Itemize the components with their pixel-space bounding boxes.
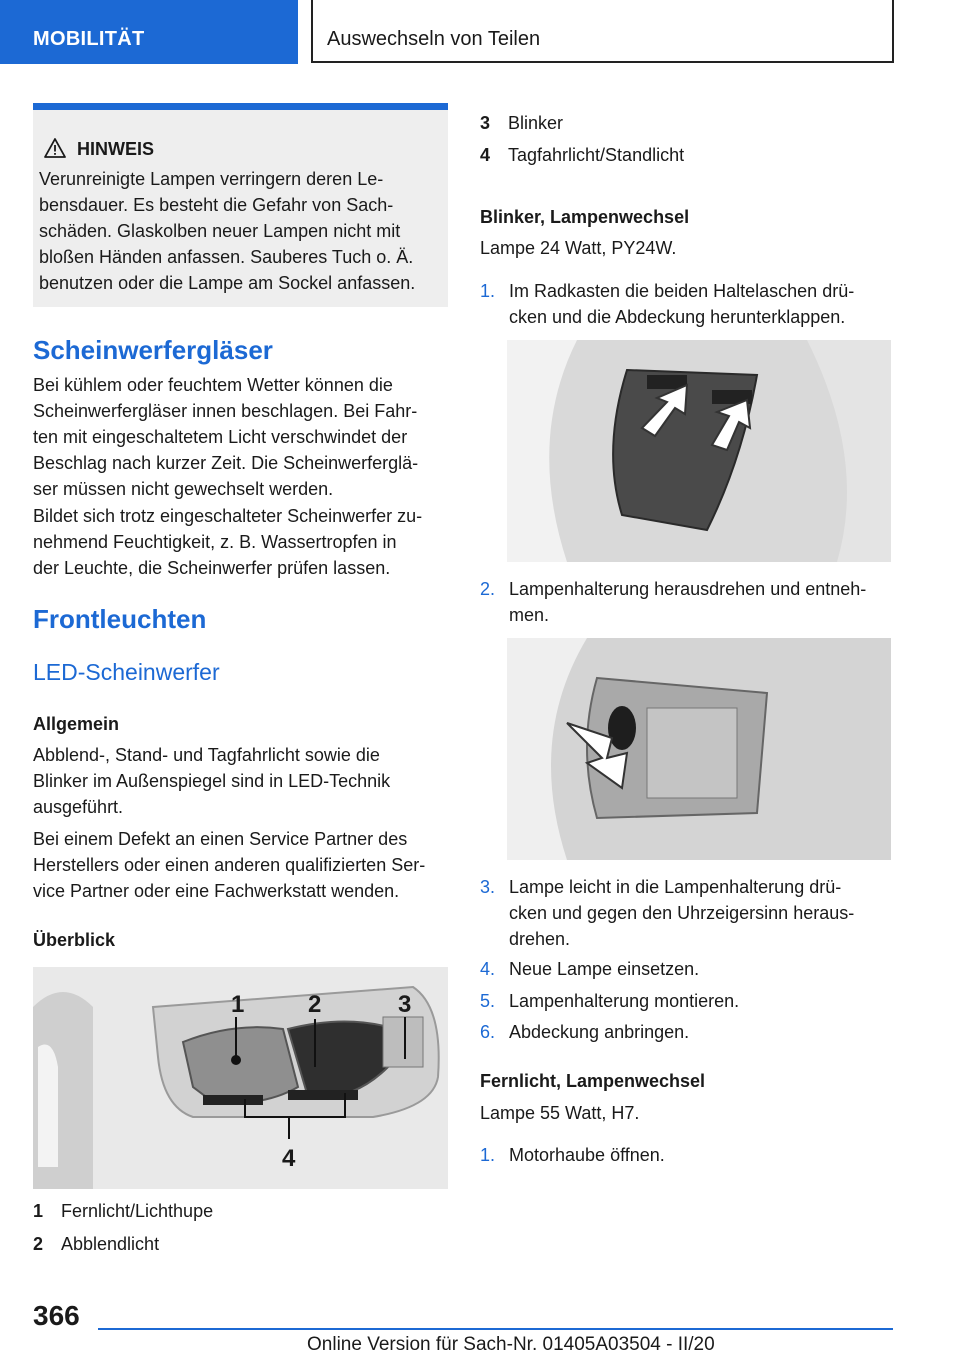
headlight-glass-paragraph-1 (33, 372, 448, 502)
blinker-lamp-spec: Lampe 24 Watt, PY24W. (480, 238, 677, 258)
text-line: Bei einem Defekt an einen Service Partner des (33, 829, 408, 849)
step-item (480, 1019, 893, 1045)
step-item (480, 576, 893, 628)
notice-text (39, 166, 441, 296)
step-text: drehen. (509, 929, 571, 949)
legend-item (480, 113, 563, 134)
text-line: Bildet sich trotz eingeschalteter Scheinwerfer zu- (33, 506, 423, 526)
heading-general: Allgemein (33, 714, 120, 734)
step-number: 5. (480, 991, 496, 1011)
text-line: Blinker im Außenspiegel sind in LED-Technik (33, 771, 391, 791)
notice-line: schäden. Glaskolben neuer Lampen nicht mit (39, 221, 401, 241)
step-item (480, 988, 893, 1014)
heading-highbeam-change: Fernlicht, Lampenwechsel (480, 1071, 706, 1091)
general-paragraph-2 (33, 826, 448, 904)
highbeam-lamp-spec: Lampe 55 Watt, H7. (480, 1103, 640, 1123)
step-number: 1. (480, 1145, 496, 1165)
step-item (480, 956, 893, 982)
text-line: Herstellers oder einen anderen qualifizierten Ser- (33, 855, 426, 875)
heading-blinker-change: Blinker, Lampenwechsel (480, 207, 690, 227)
heading-headlight-glass: Scheinwerfergläser (33, 335, 273, 365)
footer-divider (98, 1328, 893, 1330)
legend-text: Blinker (508, 113, 564, 133)
legend-item (480, 145, 684, 166)
step-item (480, 874, 893, 952)
step-text: cken und gegen den Uhrzeigersinn heraus- (509, 903, 855, 923)
step-text: men. (509, 605, 550, 625)
warning-icon (44, 138, 66, 158)
notice-line: bensdauer. Es besteht die Gefahr von Sach- (39, 195, 394, 215)
heading-front-lights: Frontleuchten (33, 604, 207, 634)
step-text: Lampenhalterung herausdrehen und entneh- (509, 579, 867, 599)
step-text: Motorhaube öffnen. (509, 1145, 665, 1165)
footer-text: Online Version für Sach-Nr. 01405A03504 - II/20 (307, 1334, 715, 1355)
legend-item (33, 1234, 159, 1255)
text-line: ser müssen nicht gewechselt werden. (33, 479, 334, 499)
text-line: nehmend Feuchtigkeit, z. B. Wassertropfen in (33, 532, 397, 552)
wheel-arch-cover-image (507, 340, 891, 562)
step-number: 4. (480, 959, 496, 979)
figure-label-1: 1 (231, 991, 245, 1018)
headlight-overview-image (33, 967, 448, 1189)
figure-label-2: 2 (308, 991, 322, 1018)
step-number: 6. (480, 1022, 496, 1042)
step-text: Lampe leicht in die Lampenhalterung drü- (509, 877, 842, 897)
notice-box (33, 103, 448, 307)
step-text: Lampenhalterung montieren. (509, 991, 740, 1011)
notice-title: HINWEIS (77, 139, 155, 159)
text-line: vice Partner oder eine Fachwerkstatt wenden. (33, 881, 400, 901)
headlight-glass-paragraph-2 (33, 503, 448, 581)
step-item (480, 1142, 893, 1168)
notice-line: benutzen oder die Lampe am Sockel anfassen. (39, 273, 416, 293)
text-line: ausgeführt. (33, 797, 124, 817)
step-number: 1. (480, 281, 496, 301)
legend-text: Abblendlicht (61, 1234, 160, 1254)
figure-label-4: 4 (282, 1145, 296, 1172)
heading-led-headlights: LED-Scheinwerfer (33, 659, 220, 685)
step-text: Abdeckung anbringen. (509, 1022, 690, 1042)
heading-overview: Überblick (33, 930, 116, 950)
general-paragraph-1 (33, 742, 448, 820)
legend-number: 1 (33, 1201, 44, 1221)
text-line: Scheinwerfergläser innen beschlagen. Bei Fahr- (33, 401, 418, 421)
page-number: 366 (33, 1300, 80, 1331)
step-number: 3. (480, 877, 496, 897)
step-number: 2. (480, 579, 496, 599)
notice-line: bloßen Händen anfassen. Sauberes Tuch o. Ä. (39, 247, 414, 267)
chapter-title: Auswechseln von Teilen (327, 28, 541, 50)
legend-number: 4 (480, 145, 491, 165)
lamp-holder-image (507, 638, 891, 860)
text-line: Bei kühlem oder feuchtem Wetter können die (33, 375, 393, 395)
text-line: Beschlag nach kurzer Zeit. Die Scheinwerferglä- (33, 453, 419, 473)
text-line: Abblend-, Stand- und Tagfahrlicht sowie die (33, 745, 380, 765)
notice-line: Verunreinigte Lampen verringern deren Le- (39, 169, 384, 189)
legend-text: Tagfahrlicht/Standlicht (508, 145, 685, 165)
legend-number: 3 (480, 113, 491, 133)
step-text: cken und die Abdeckung herunterklappen. (509, 307, 846, 327)
step-item (480, 278, 893, 330)
chapter-header (311, 0, 894, 63)
step-text: Neue Lampe einsetzen. (509, 959, 700, 979)
text-line: ten mit eingeschaltetem Licht verschwindet der (33, 427, 408, 447)
text-line: der Leuchte, die Scheinwerfer prüfen lassen. (33, 558, 391, 578)
section-title: MOBILITÄT (33, 28, 145, 50)
legend-number: 2 (33, 1234, 44, 1254)
legend-item (33, 1201, 213, 1222)
section-tab (0, 0, 298, 64)
step-text: Im Radkasten die beiden Haltelaschen drü- (509, 281, 855, 301)
legend-text: Fernlicht/Lichthupe (61, 1201, 214, 1221)
figure-label-3: 3 (398, 991, 412, 1018)
